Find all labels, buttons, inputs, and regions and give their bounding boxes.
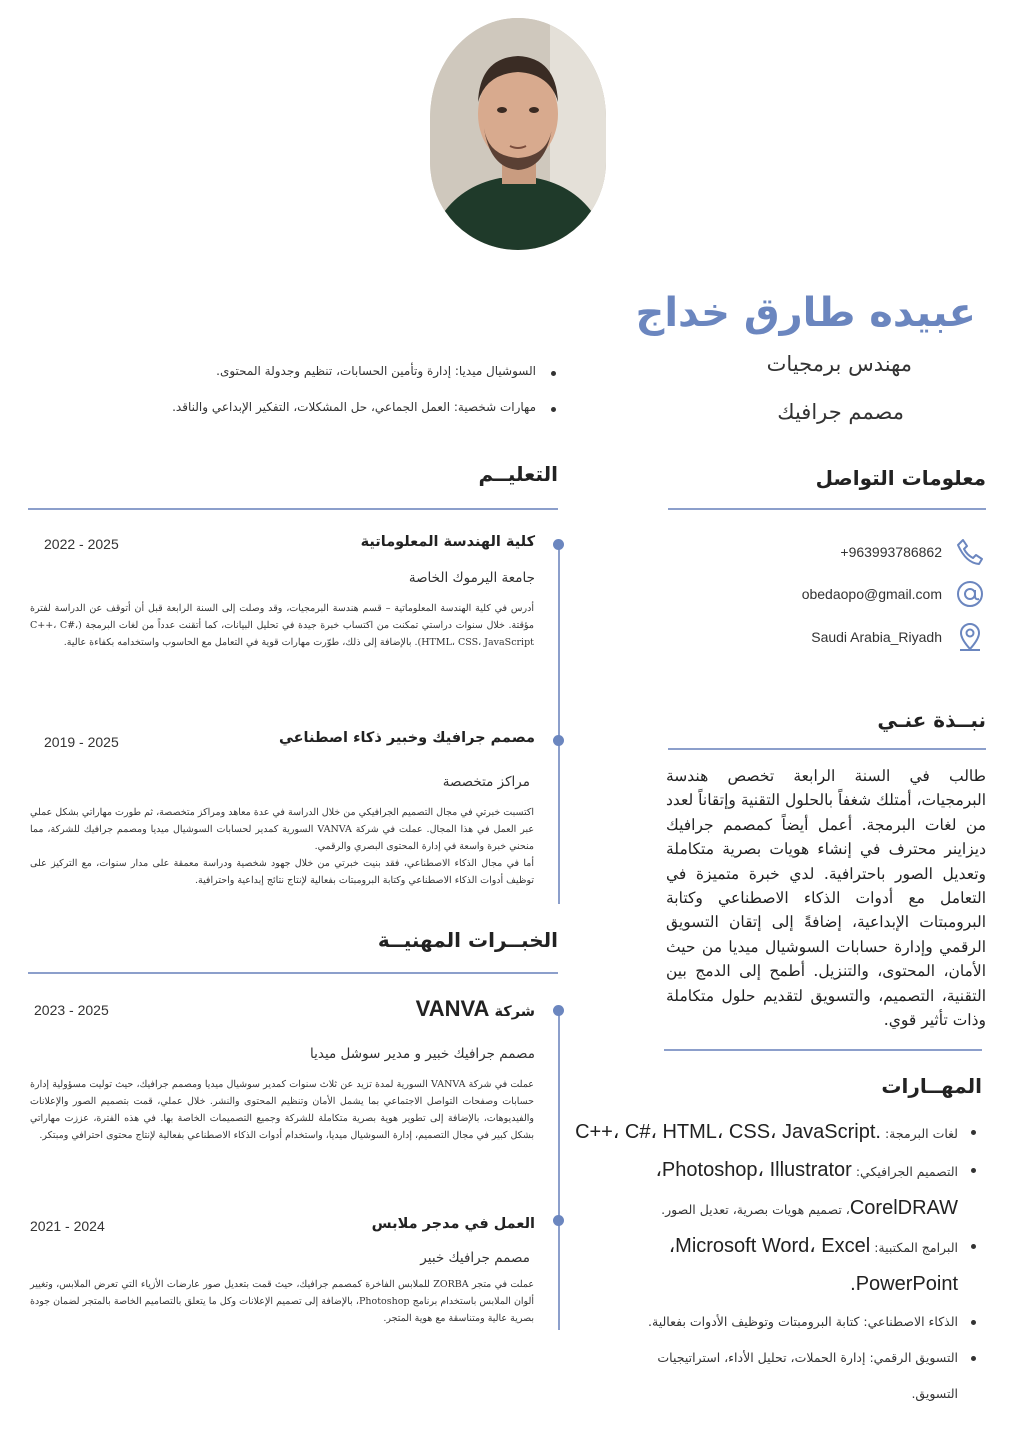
contact-location-row — [666, 620, 986, 654]
experience-divider — [28, 972, 558, 974]
contact-heading: معلومات التواصل — [815, 466, 986, 490]
skills-list — [570, 1114, 980, 1412]
contact-email[interactable]: obedaopo@gmail.com — [801, 586, 942, 602]
education-heading: التعليــم — [478, 462, 558, 486]
job-title-primary: مهندس برمجيات — [766, 352, 912, 376]
timeline-dot — [553, 539, 564, 550]
contact-location: Saudi Arabia_Riyadh — [811, 629, 942, 645]
education-entry-description: اكتسبت خبرتي في مجال التصميم الجرافيكي من خلال الدراسة في عدة معاهد ومراكز متخصصة، ثم طورت مهاراتي بشكل عملي عبر العمل في هذا المجال. عملت في شركة VANVA السورية كمدير لحسابات السوشيال ميديا ومصمم جرافيك للشركة، مما منحني خبرة واسعة في إدارة المحتوى البصري والرقمي. أما في مجال الذكاء الاصطناعي، فقد بنيت خبرتي من خلال جهود شخصية ودراسة معمقة على مدار سنوات، مع التركيز على توظيف أدوات الذكاء الاصطناعي وكتابة البرومبتات بفعالية لإنتاج نتائج إبداعية واحترافية. — [30, 807, 534, 886]
job-title-secondary: مصمم جرافيك — [777, 400, 904, 424]
timeline-dot — [553, 1215, 564, 1226]
experience-entry-title: العمل في مدجر ملابس — [371, 1216, 535, 1232]
education-entry-date: 2025 - 2019 — [44, 734, 119, 750]
about-divider — [668, 748, 986, 750]
education-entry-title: كلية الهندسة المعلوماتية — [360, 534, 535, 550]
education-entry-description: أدرس في كلية الهندسة المعلوماتية – قسم هندسة البرمجيات، وقد وصلت إلى السنة الرابعة قبل أن أتوقف عن الدراسة لفترة مؤقتة. خلال سنوات دراستي تمكنت من اكتساب خبرة جيدة في تحليل البيانات، كما أتقنت عدداً من لغات البرمجة (C++، C#، HTML، CSS، JavaScript). بالإضافة إلى ذلك، طوّرت مهارات قوية في التعامل مع الحاسوب واستخدامه بكفاءة عالية. — [30, 603, 534, 648]
education-entry-subtitle: جامعة اليرموك الخاصة — [408, 570, 535, 586]
experience-entry-date: 2024 - 2021 — [30, 1218, 105, 1234]
experience-entry-subtitle: مصمم جرافيك خبير و مدير سوشل ميديا — [310, 1046, 535, 1062]
education-divider — [28, 508, 558, 510]
education-timeline — [558, 544, 560, 904]
location-pin-icon — [954, 621, 986, 653]
candidate-name: عبيده طارق خداج — [635, 290, 976, 336]
bullet-social-media: السوشيال ميديا: إدارة وتأمين الحسابات، تنظيم وجدولة المحتوى. — [66, 364, 536, 378]
experience-entry-subtitle: مصمم جرافيك خبير — [420, 1250, 530, 1266]
timeline-dot — [553, 1005, 564, 1016]
bullet-soft-skills: مهارات شخصية: العمل الجماعي، حل المشكلات، التفكير الإبداعي والناقد. — [66, 400, 536, 414]
contact-phone[interactable]: +963993786862 — [840, 544, 942, 560]
education-entry-subtitle: مراكز متخصصة — [442, 774, 530, 790]
skills-heading: المهــارات — [881, 1074, 982, 1098]
skill-programming: لغات البرمجة: C++، C#، HTML، CSS، JavaScript. — [570, 1114, 980, 1152]
experience-timeline — [558, 1010, 560, 1330]
skill-marketing: التسويق الرقمي: إدارة الحملات، تحليل الأداء، استراتيجيات التسويق. — [570, 1340, 980, 1412]
person-photo-icon — [430, 18, 606, 250]
experience-entry-title: شركة VANVA — [415, 996, 535, 1021]
contact-phone-row — [666, 535, 986, 569]
contact-divider — [668, 508, 986, 510]
skill-ai: الذكاء الاصطناعي: كتابة البرومبتات وتوظيف الأدوات بفعالية. — [570, 1304, 980, 1340]
education-entry-title: مصمم جرافيك وخبير ذكاء اصطناعي — [278, 730, 535, 746]
experience-entry-description: عملت في متجر ZORBA للملابس الفاخرة كمصمم جرافيك، حيث قمت بتعديل صور عارضات الأزياء التي تعرض الملابس، وتغيير ألوان الملابس باستخدام برنامج Photoshop، بالإضافة إلى تصميم الإعلانات وكل ما يتعلق بالتصاميم الخاصة بالمتجر لضمان جودة بصرية عالية ومتناسقة مع هوية المتجر. — [30, 1279, 535, 1324]
timeline-dot — [553, 735, 564, 746]
at-sign-icon — [954, 578, 986, 610]
about-text: طالب في السنة الرابعة تخصص هندسة البرمجيات، أمتلك شغفاً بالحلول التقنية وإتقاناً لعدد من لغات البرمجة. أعمل أيضاً كمصمم جرافيك ديزاينر محترف في إنشاء هويات بصرية متكاملة وتعديل الصور باحترافية. لدي خبرة متميزة في التعامل مع أدوات الذكاء الاصطناعي وكتابة البرومبتات الإبداعية، إضافةً إلى إتقان التسويق الرقمي وإدارة حسابات السوشيال ميديا من حيث الأمان، المحتوى، والتنزيل. أطمح إلى الدمج بين التقنية، التصميم، والتسويق لتقديم حلول متكاملة وذات تأثير قوي. — [666, 767, 986, 1030]
profile-photo — [430, 18, 606, 250]
phone-icon — [954, 536, 986, 568]
experience-heading: الخبــرات المهنيــة — [377, 928, 558, 952]
skills-divider — [664, 1049, 982, 1051]
experience-entry-date: 2025 - 2023 — [34, 1002, 109, 1018]
experience-entry-description: عملت في شركة VANVA السورية لمدة تزيد عن ثلاث سنوات كمدير سوشيال ميديا ومصمم جرافيك، حيث توليت مسؤولية إدارة حسابات وصفحات التواصل الاجتماعي بما يشمل الأمان وتنظيم المحتوى والنشر. خلال عملي، قمت بتصميم الصور والإعلانات والفيديوهات، بالإضافة إلى تطوير هوية بصرية متكاملة للشركة وجميع التصميمات الخاصة بها. في هذه الفترة، عززت مهاراتي بشكل كبير في مجال التصميم، إدارة السوشيال ميديا، واستخدام أدوات الذكاء الاصطناعي بفعالية لإنتاج محتوى احترافي ومبتكر. — [30, 1079, 534, 1141]
education-entry-date: 2025 - 2022 — [44, 536, 119, 552]
contact-email-row — [666, 577, 986, 611]
skill-office: البرامج المكتبية: Microsoft Word، Excel، PowerPoint. — [570, 1228, 980, 1304]
skill-design: التصميم الجرافيكي: Photoshop، Illustrator، CorelDRAW، تصميم هويات بصرية، تعديل الصور. — [570, 1152, 980, 1228]
about-heading: نبــذة عنـي — [877, 708, 986, 732]
